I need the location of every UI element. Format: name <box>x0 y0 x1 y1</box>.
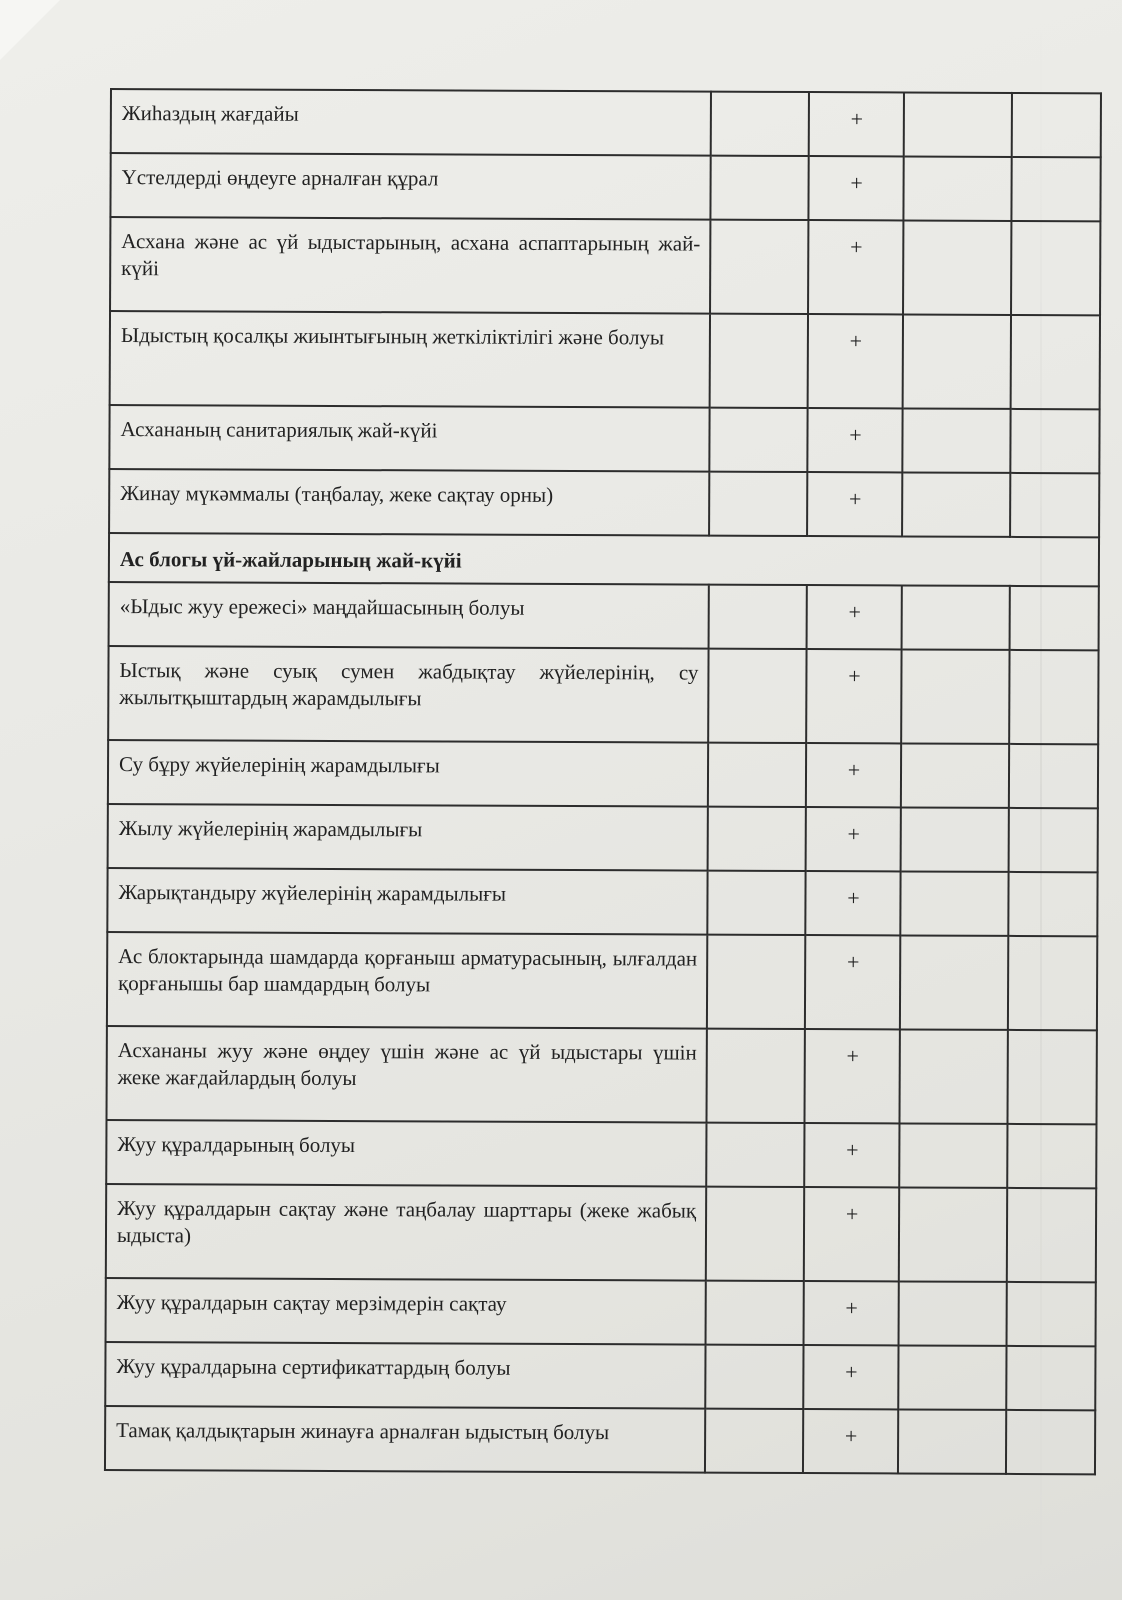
empty-cell <box>707 935 805 1029</box>
table-row <box>109 582 1099 650</box>
empty-cell <box>1012 93 1101 157</box>
empty-cell <box>900 871 1008 935</box>
empty-cell <box>1007 1188 1096 1282</box>
empty-cell <box>705 1409 803 1473</box>
empty-cell <box>901 743 1009 807</box>
compliance-mark: + <box>807 472 902 536</box>
empty-cell <box>1010 586 1099 650</box>
criterion-text: Асхананы жуу және өңдеу үшін және ас үй ыдыстары үшін жеке жағдайлардың болуы <box>106 1026 706 1123</box>
compliance-mark: + <box>805 871 900 935</box>
empty-cell <box>1009 808 1098 872</box>
empty-cell <box>710 220 808 314</box>
table-row <box>111 89 1101 157</box>
empty-cell <box>1010 409 1099 473</box>
empty-cell <box>902 585 1010 649</box>
compliance-mark: + <box>807 585 902 649</box>
section-header-row <box>109 533 1099 586</box>
criterion-text: Жуу құралдарын сақтау және таңбалау шарттары (жеке жабық ыдыста) <box>106 1184 706 1281</box>
empty-cell <box>904 92 1012 156</box>
empty-cell <box>707 871 805 935</box>
criterion-text: Асхана және ас үй ыдыстарының, асхана аспаптарының жай-күйі <box>110 217 710 314</box>
criterion-text: Тамақ қалдықтарын жинауға арналған ыдыстың болуы <box>105 1406 705 1473</box>
checklist-table-body <box>105 89 1101 1474</box>
table-row <box>110 311 1100 409</box>
empty-cell <box>1007 1282 1096 1346</box>
empty-cell <box>706 1281 804 1345</box>
empty-cell <box>901 649 1009 743</box>
empty-cell <box>709 585 807 649</box>
empty-cell <box>903 220 1011 314</box>
empty-cell <box>708 807 806 871</box>
criterion-text: Жуу құралдарын сақтау мерзімдерін сақтау <box>106 1278 706 1345</box>
empty-cell <box>1011 315 1100 409</box>
empty-cell <box>898 1409 1006 1473</box>
empty-cell <box>903 314 1011 408</box>
compliance-mark: + <box>804 1029 899 1123</box>
empty-cell <box>706 1123 804 1187</box>
criterion-text: Жуу құралдарының болуы <box>106 1120 706 1187</box>
empty-cell <box>709 472 807 536</box>
compliance-mark: + <box>809 92 904 156</box>
table-row <box>107 932 1097 1030</box>
empty-cell <box>902 472 1010 536</box>
empty-cell <box>899 1281 1007 1345</box>
table-row <box>108 646 1098 744</box>
table-row <box>106 1278 1096 1346</box>
criterion-text: Су бұру жүйелерінің жарамдылығы <box>108 740 708 807</box>
empty-cell <box>710 156 808 220</box>
checklist-table <box>104 88 1102 1475</box>
compliance-mark: + <box>807 408 902 472</box>
table-row <box>107 868 1097 936</box>
empty-cell <box>1008 936 1097 1030</box>
empty-cell <box>1006 1346 1095 1410</box>
empty-cell <box>1009 744 1098 808</box>
empty-cell <box>900 935 1008 1029</box>
criterion-text: Жылу жүйелерінің жарамдылығы <box>108 804 708 871</box>
table-row <box>105 1342 1095 1410</box>
criterion-text: «Ыдыс жуу ережесі» маңдайшасының болуы <box>109 582 709 649</box>
empty-cell <box>1011 157 1100 221</box>
criterion-text: Асхананың санитариялық жай-күйі <box>109 405 709 472</box>
compliance-mark: + <box>808 156 903 220</box>
table-row <box>105 1406 1095 1474</box>
empty-cell <box>901 807 1009 871</box>
table-row <box>109 469 1099 537</box>
empty-cell <box>706 1187 804 1281</box>
compliance-mark: + <box>805 935 900 1029</box>
empty-cell <box>710 314 808 408</box>
empty-cell <box>1007 1124 1096 1188</box>
empty-cell <box>1006 1410 1095 1474</box>
criterion-text: Жарықтандыру жүйелерінің жарамдылығы <box>107 868 707 935</box>
empty-cell <box>1010 473 1099 537</box>
table-row <box>108 804 1098 872</box>
criterion-text: Үстелдерді өңдеуге арналған құрал <box>110 153 710 220</box>
empty-cell <box>711 92 809 156</box>
page-corner-fold <box>0 0 60 60</box>
empty-cell <box>1009 650 1098 744</box>
section-title: Ас блогы үй-жайларының жай-күйі <box>109 533 1099 586</box>
criterion-text: Ас блоктарында шамдарда қорғаныш арматурасының, ылғалдан қорғанышы бар шамдардың болуы <box>107 932 707 1029</box>
criterion-text: Жиһаздың жағдайы <box>111 89 711 156</box>
empty-cell <box>899 1029 1007 1123</box>
empty-cell <box>1007 1030 1096 1124</box>
empty-cell <box>903 156 1011 220</box>
empty-cell <box>898 1345 1006 1409</box>
compliance-mark: + <box>804 1123 899 1187</box>
empty-cell <box>1008 872 1097 936</box>
table-row <box>106 1026 1096 1124</box>
compliance-mark: + <box>806 649 901 743</box>
criterion-text: Жуу құралдарына сертификаттардың болуы <box>105 1342 705 1409</box>
compliance-mark: + <box>806 743 901 807</box>
table-row <box>110 217 1100 315</box>
criterion-text: Жинау мүкәммалы (таңбалау, жеке сақтау орны) <box>109 469 709 536</box>
empty-cell <box>899 1187 1007 1281</box>
compliance-mark: + <box>804 1281 899 1345</box>
table-row <box>106 1120 1096 1188</box>
table-row <box>106 1184 1096 1282</box>
compliance-mark: + <box>803 1345 898 1409</box>
compliance-mark: + <box>803 1409 898 1473</box>
table-row <box>110 153 1100 221</box>
table-row <box>108 740 1098 808</box>
table-row <box>109 405 1099 473</box>
compliance-mark: + <box>806 807 901 871</box>
empty-cell <box>706 1029 804 1123</box>
empty-cell <box>902 408 1010 472</box>
compliance-mark: + <box>804 1187 899 1281</box>
empty-cell <box>708 743 806 807</box>
empty-cell <box>1011 221 1100 315</box>
empty-cell <box>899 1123 1007 1187</box>
empty-cell <box>708 649 806 743</box>
criterion-text: Ыстық және суық сумен жабдықтау жүйелерінің, су жылытқыштардың жарамдылығы <box>108 646 708 743</box>
compliance-mark: + <box>808 314 903 408</box>
empty-cell <box>705 1345 803 1409</box>
compliance-mark: + <box>808 220 903 314</box>
criterion-text: Ыдыстың қосалқы жиынтығының жеткіліктілігі және болуы <box>110 311 710 408</box>
empty-cell <box>709 408 807 472</box>
